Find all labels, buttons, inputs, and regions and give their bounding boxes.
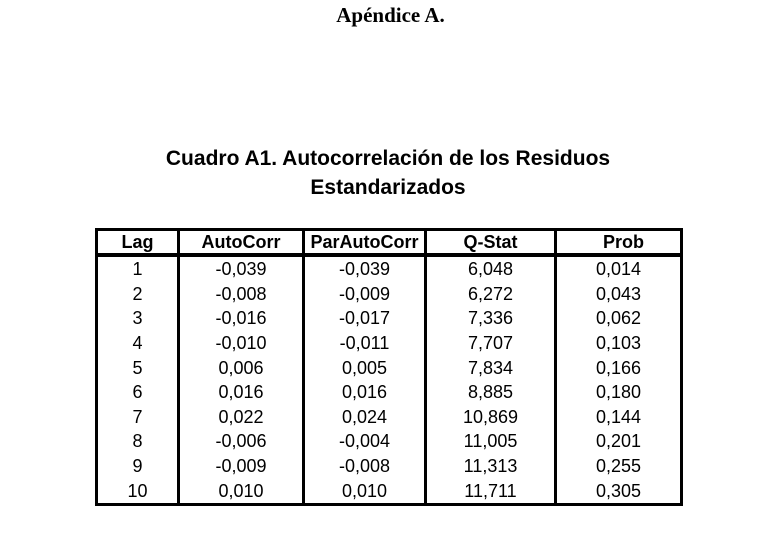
cell-parautocorr: 0,010 [304,478,426,504]
cell-prob: 0,180 [556,380,682,405]
cell-qstat: 7,336 [426,306,556,331]
cell-prob: 0,103 [556,331,682,356]
cell-qstat: 11,313 [426,454,556,479]
cell-parautocorr: -0,017 [304,306,426,331]
autocorrelation-table [95,228,683,506]
appendix-title: Apéndice A. [336,3,445,27]
cell-lag: 2 [132,283,143,304]
cell-lag: 4 [132,333,143,354]
column-header-prob: Prob [556,230,682,256]
cell-autocorr: 0,016 [179,380,304,405]
cell-prob: 0,255 [556,454,682,479]
column-header-qstat: Q-Stat [426,230,556,256]
cell-qstat: 11,711 [426,478,556,504]
cell-autocorr: 0,010 [179,478,304,504]
cell-qstat: 8,885 [426,380,556,405]
cell-autocorr: -0,009 [179,454,304,479]
table-row [97,478,682,504]
cell-lag: 10 [127,480,148,501]
cell-lag: 5 [132,357,143,378]
table-row [97,405,682,430]
cell-lag: 1 [132,259,143,280]
table-row [97,282,682,307]
column-header-parautocorr: ParAutoCorr [304,230,426,256]
cell-prob: 0,166 [556,355,682,380]
cell-parautocorr: -0,009 [304,282,426,307]
cell-qstat: 6,048 [426,255,556,282]
cell-autocorr: -0,010 [179,331,304,356]
table-caption-line-2: Estandarizados [310,176,466,199]
cell-lag: 3 [132,308,143,329]
cell-qstat: 11,005 [426,429,556,454]
cell-prob: 0,201 [556,429,682,454]
table-caption [0,144,776,202]
cell-lag: 6 [132,382,143,403]
cell-prob: 0,014 [556,255,682,282]
cell-parautocorr: -0,011 [304,331,426,356]
table-caption-line-1: Cuadro A1. Autocorrelación de los Residuos [165,147,611,170]
cell-prob: 0,062 [556,306,682,331]
table-header-row [97,230,682,256]
cell-prob: 0,144 [556,405,682,430]
table-row [97,355,682,380]
cell-prob: 0,043 [556,282,682,307]
table-row [97,306,682,331]
cell-autocorr: -0,039 [179,255,304,282]
cell-autocorr: -0,016 [179,306,304,331]
cell-autocorr: 0,022 [179,405,304,430]
cell-parautocorr: 0,024 [304,405,426,430]
cell-autocorr: 0,006 [179,355,304,380]
cell-qstat: 7,834 [426,355,556,380]
cell-qstat: 6,272 [426,282,556,307]
cell-autocorr: -0,008 [179,282,304,307]
cell-parautocorr: -0,039 [304,255,426,282]
cell-lag: 8 [132,431,143,452]
column-header-lag: Lag [97,230,179,256]
cell-lag: 9 [132,456,143,477]
cell-prob: 0,305 [556,478,682,504]
cell-parautocorr: 0,016 [304,380,426,405]
cell-parautocorr: 0,005 [304,355,426,380]
table-row [97,331,682,356]
cell-qstat: 7,707 [426,331,556,356]
table-row [97,255,682,282]
cell-lag: 7 [132,406,143,427]
column-header-autocorr: AutoCorr [179,230,304,256]
cell-qstat: 10,869 [426,405,556,430]
cell-autocorr: -0,006 [179,429,304,454]
table-row [97,454,682,479]
table-row [97,429,682,454]
cell-parautocorr: -0,004 [304,429,426,454]
cell-parautocorr: -0,008 [304,454,426,479]
table-row [97,380,682,405]
